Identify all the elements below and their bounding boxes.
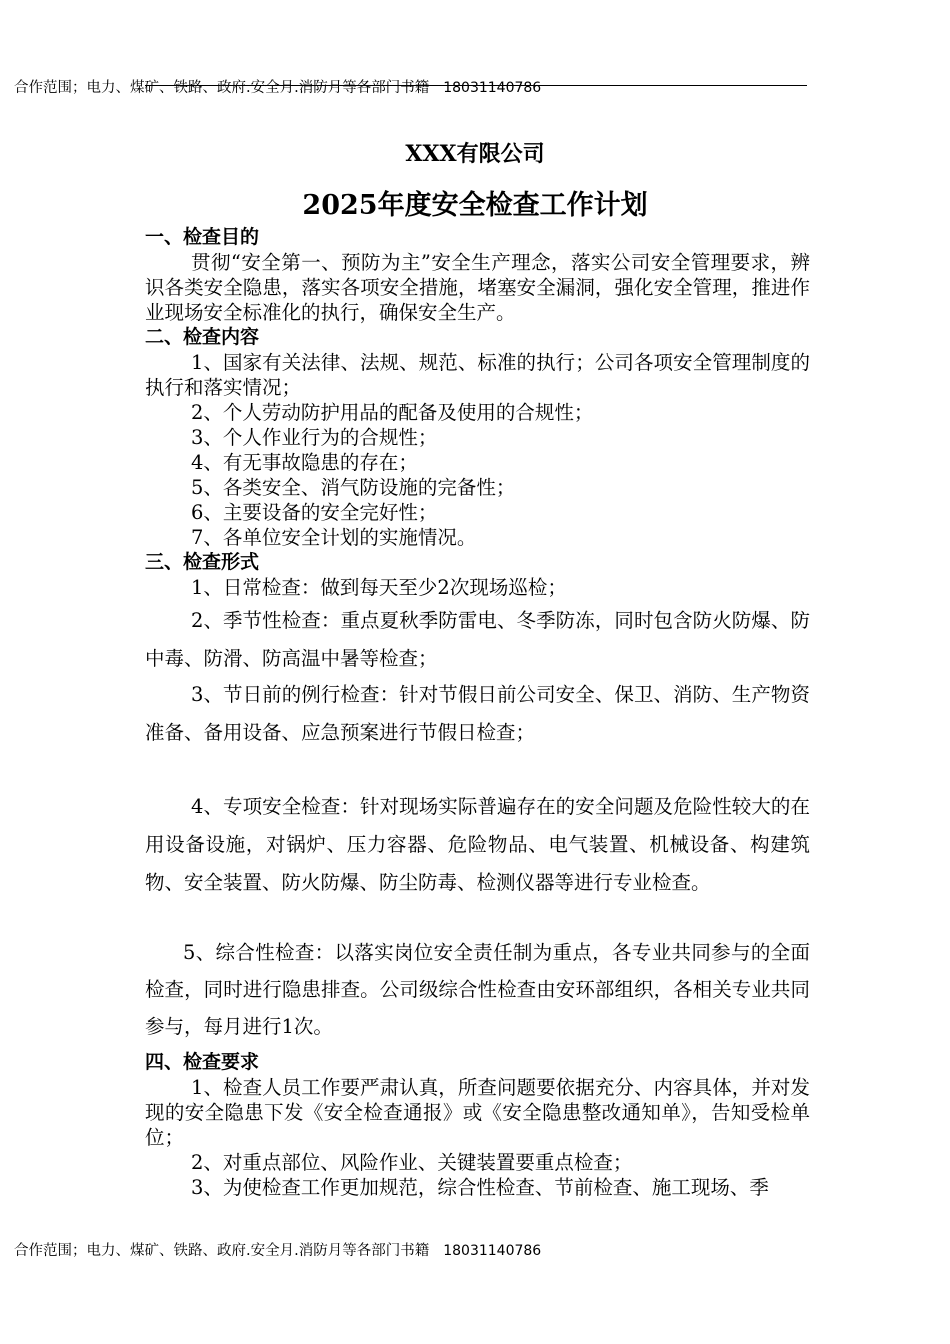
header-text: 合作范围；电力、煤矿、铁路、政府.安全月.消防月等各部门书籍	[14, 80, 430, 96]
header-phone: 18031140786	[443, 80, 542, 96]
list-item: 3、为使检查工作更加规范，综合性检查、节前检查、施工现场、季	[191, 1176, 769, 1199]
list-item: 6、主要设备的安全完好性；	[191, 501, 438, 524]
paragraph: 贯彻“安全第一、预防为主”安全生产理念，落实公司安全管理要求，辨识各类安全隐患，落实各项安全措施，堵塞安全漏洞，强化安全管理，推进作业现场安全标准化的执行，确保安全生产。	[145, 251, 810, 324]
document-title: 2025年度安全检查工作计划	[302, 190, 648, 221]
list-item: 4、专项安全检查：针对现场实际普遍存在的安全问题及危险性较大的在用设备设施，对锅炉、压力容器、危险物品、电气装置、机械设备、构建筑物、安全装置、防火防爆、防尘防毒、检测仪器等进行专业检查。	[145, 795, 810, 894]
footer-text: 合作范围；电力、煤矿、铁路、政府.安全月.消防月等各部门书籍	[14, 1243, 430, 1259]
page-footer	[14, 1239, 541, 1260]
list-item: 7、各单位安全计划的实施情况。	[191, 526, 477, 549]
page-header	[14, 76, 541, 97]
footer-phone: 18031140786	[443, 1243, 542, 1259]
list-item: 2、个人劳动防护用品的配备及使用的合规性；	[191, 401, 594, 424]
section-heading: 四、检查要求	[145, 1051, 260, 1073]
list-item: 4、有无事故隐患的存在；	[191, 451, 418, 474]
company-name: XXX有限公司	[405, 141, 545, 167]
section-heading: 一、检查目的	[145, 226, 260, 248]
list-item: 2、对重点部位、风险作业、关键装置要重点检查；	[191, 1151, 633, 1174]
list-item: 3、个人作业行为的合规性；	[191, 426, 438, 449]
list-item: 1、日常检查：做到每天至少2次现场巡检；	[191, 576, 567, 599]
list-item: 5、综合性检查：以落实岗位安全责任制为重点，各专业共同参与的全面检查，同时进行隐患排查。公司级综合性检查由安环部组织，各相关专业共同参与，每月进行1次。	[145, 941, 810, 1038]
list-item: 1、检查人员工作要严肃认真，所查问题要依据充分、内容具体，并对发现的安全隐患下发《安全检查通报》或《安全隐患整改通知单》，告知受检单位；	[145, 1076, 810, 1149]
list-item: 3、节日前的例行检查：针对节假日前公司安全、保卫、消防、生产物资准备、备用设备、应急预案进行节假日检查；	[145, 683, 810, 744]
list-item: 1、国家有关法律、法规、规范、标准的执行；公司各项安全管理制度的执行和落实情况；	[145, 351, 810, 399]
section-heading: 二、检查内容	[145, 326, 260, 348]
list-item: 2、季节性检查：重点夏秋季防雷电、冬季防冻，同时包含防火防爆、防中毒、防滑、防高温中暑等检查；	[145, 609, 810, 670]
list-item: 5、各类安全、消气防设施的完备性；	[191, 476, 516, 499]
section-heading: 三、检查形式	[145, 551, 260, 573]
header-divider	[145, 85, 807, 86]
